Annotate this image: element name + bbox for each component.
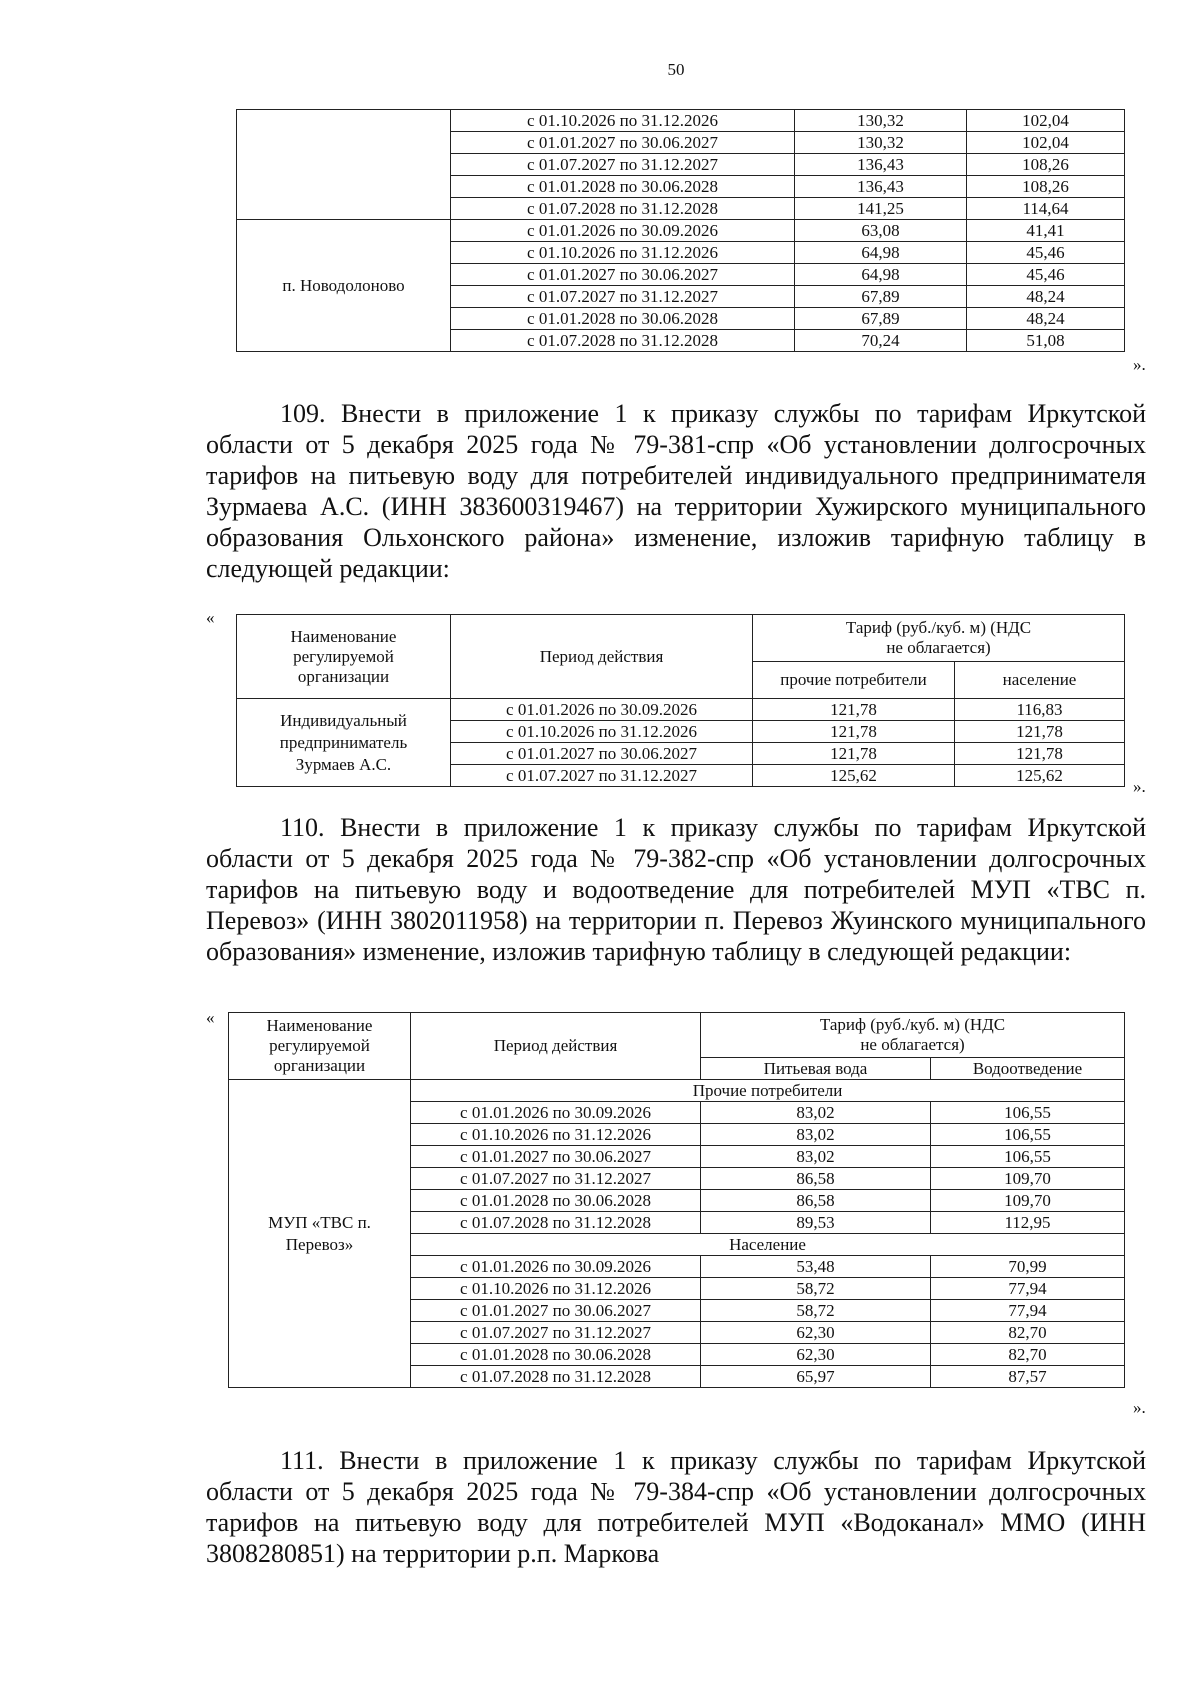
value-cell: 108,26 [967,176,1125,198]
period-cell: с 01.10.2026 по 31.12.2026 [451,110,795,132]
value-cell: 87,57 [931,1366,1125,1388]
value-cell: 86,58 [701,1190,931,1212]
value-cell: 67,89 [795,286,967,308]
tariff-table-continued [236,109,1125,352]
period-cell: с 01.01.2026 по 30.09.2026 [451,699,753,721]
value-cell: 114,64 [967,198,1125,220]
value-cell: 116,83 [955,699,1125,721]
value-cell: 121,78 [955,721,1125,743]
period-cell: с 01.01.2028 по 30.06.2028 [451,308,795,330]
value-cell: 125,62 [753,765,955,787]
table-row [237,699,1125,721]
value-cell: 83,02 [701,1102,931,1124]
value-cell: 62,30 [701,1344,931,1366]
header-period: Период действия [451,615,753,699]
paragraph-110: 110. Внести в приложение 1 к приказу службы по тарифам Иркутской области от 5 декабря 2025 года № 79-382-спр «Об установлении долгосрочных тарифов на питьевую воду и водоотведение для потребителей МУП «ТВС п. Перевоз» (ИНН 3802011958) на территории п. Перевоз Жуинского муниципального образования» изменение, изложив тарифную таблицу в следующей редакции: [206,813,1146,966]
value-cell: 70,24 [795,330,967,352]
value-cell: 121,78 [753,743,955,765]
value-cell: 106,55 [931,1124,1125,1146]
header-col-other: прочие потребители [753,662,955,699]
period-cell: с 01.01.2026 по 30.09.2026 [451,220,795,242]
closing-quote: ». [1133,355,1146,374]
closing-quote: ». [1133,1398,1146,1417]
value-cell: 106,55 [931,1146,1125,1168]
header-org: Наименование регулируемой организации [229,1013,411,1080]
value-cell: 130,32 [795,110,967,132]
value-cell: 102,04 [967,132,1125,154]
period-cell: с 01.10.2026 по 31.12.2026 [451,242,795,264]
period-cell: с 01.07.2027 по 31.12.2027 [411,1322,701,1344]
page-number: 50 [667,60,685,79]
tariff-table-tvs [228,1012,1125,1388]
value-cell: 130,32 [795,132,967,154]
period-cell: с 01.07.2028 по 31.12.2028 [411,1212,701,1234]
value-cell: 121,78 [753,721,955,743]
value-cell: 53,48 [701,1256,931,1278]
period-cell: с 01.01.2027 по 30.06.2027 [451,264,795,286]
value-cell: 136,43 [795,154,967,176]
value-cell: 45,46 [967,264,1125,286]
value-cell: 108,26 [967,154,1125,176]
value-cell: 77,94 [931,1278,1125,1300]
period-cell: с 01.01.2028 по 30.06.2028 [411,1190,701,1212]
period-cell: с 01.07.2028 по 31.12.2028 [451,330,795,352]
table-row [237,110,1125,132]
period-cell: с 01.01.2027 по 30.06.2027 [411,1146,701,1168]
period-cell: с 01.07.2027 по 31.12.2027 [411,1168,701,1190]
tariff-table-zurmaev [236,614,1125,787]
table-row [237,220,1125,242]
value-cell: 112,95 [931,1212,1125,1234]
value-cell: 89,53 [701,1212,931,1234]
value-cell: 70,99 [931,1256,1125,1278]
value-cell: 83,02 [701,1146,931,1168]
group-label: Население [411,1234,1125,1256]
header-col-population: население [955,662,1125,699]
period-cell: с 01.10.2026 по 31.12.2026 [411,1124,701,1146]
value-cell: 45,46 [967,242,1125,264]
value-cell: 82,70 [931,1344,1125,1366]
period-cell: с 01.10.2026 по 31.12.2026 [411,1278,701,1300]
opening-quote: « [206,608,215,627]
header-tariff: Тариф (руб./куб. м) (НДС не облагается) [753,615,1125,662]
org-name-cell: Индивидуальный предприниматель Зурмаев А.С. [237,699,451,787]
period-cell: с 01.01.2028 по 30.06.2028 [451,176,795,198]
period-cell: с 01.01.2028 по 30.06.2028 [411,1344,701,1366]
value-cell: 109,70 [931,1168,1125,1190]
period-cell: с 01.10.2026 по 31.12.2026 [451,721,753,743]
header-tariff: Тариф (руб./куб. м) (НДС не облагается) [701,1013,1125,1058]
value-cell: 121,78 [753,699,955,721]
value-cell: 125,62 [955,765,1125,787]
period-cell: с 01.07.2028 по 31.12.2028 [451,198,795,220]
org-name-cell: п. Новодолоново [237,220,451,352]
header-period: Период действия [411,1013,701,1080]
value-cell: 136,43 [795,176,967,198]
value-cell: 48,24 [967,286,1125,308]
header-org: Наименование регулируемой организации [237,615,451,699]
value-cell: 63,08 [795,220,967,242]
period-cell: с 01.01.2026 по 30.09.2026 [411,1256,701,1278]
value-cell: 65,97 [701,1366,931,1388]
value-cell: 64,98 [795,264,967,286]
value-cell: 48,24 [967,308,1125,330]
header-col-drain: Водоотведение [931,1058,1125,1080]
paragraph-111: 111. Внести в приложение 1 к приказу службы по тарифам Иркутской области от 5 декабря 2025 года № 79-384-спр «Об установлении долгосрочных тарифов на питьевую воду для потребителей МУП «Водоканал» ММО (ИНН 3808280851) на территории р.п. Маркова [206,1446,1146,1568]
period-cell: с 01.07.2027 по 31.12.2027 [451,154,795,176]
org-name-cell: МУП «ТВС п. Перевоз» [229,1080,411,1388]
paragraph-109: 109. Внести в приложение 1 к приказу службы по тарифам Иркутской области от 5 декабря 2025 года № 79-381-спр «Об установлении долгосрочных тарифов на питьевую воду для потребителей индивидуального предпринимателя Зурмаева А.С. (ИНН 383600319467) на территории Хужирского муниципального образования Ольхонского района» изменение, изложив тарифную таблицу в следующей редакции: [206,399,1146,583]
value-cell: 86,58 [701,1168,931,1190]
value-cell: 102,04 [967,110,1125,132]
opening-quote: « [206,1008,215,1027]
period-cell: с 01.01.2027 по 30.06.2027 [451,132,795,154]
value-cell: 51,08 [967,330,1125,352]
period-cell: с 01.07.2028 по 31.12.2028 [411,1366,701,1388]
value-cell: 64,98 [795,242,967,264]
group-label: Прочие потребители [411,1080,1125,1102]
value-cell: 41,41 [967,220,1125,242]
header-col-water: Питьевая вода [701,1058,931,1080]
value-cell: 67,89 [795,308,967,330]
value-cell: 109,70 [931,1190,1125,1212]
org-cell-empty [237,110,451,220]
period-cell: с 01.01.2027 по 30.06.2027 [451,743,753,765]
value-cell: 77,94 [931,1300,1125,1322]
value-cell: 62,30 [701,1322,931,1344]
value-cell: 58,72 [701,1278,931,1300]
period-cell: с 01.01.2027 по 30.06.2027 [411,1300,701,1322]
value-cell: 141,25 [795,198,967,220]
period-cell: с 01.07.2027 по 31.12.2027 [451,286,795,308]
value-cell: 58,72 [701,1300,931,1322]
value-cell: 83,02 [701,1124,931,1146]
period-cell: с 01.07.2027 по 31.12.2027 [451,765,753,787]
value-cell: 106,55 [931,1102,1125,1124]
closing-quote: ». [1133,777,1146,796]
value-cell: 121,78 [955,743,1125,765]
value-cell: 82,70 [931,1322,1125,1344]
period-cell: с 01.01.2026 по 30.09.2026 [411,1102,701,1124]
